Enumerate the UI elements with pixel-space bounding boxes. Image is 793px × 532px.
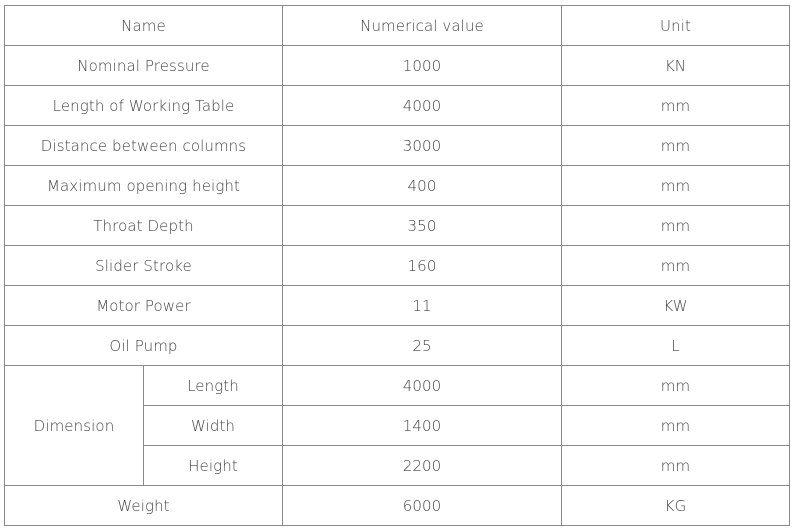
row-name: Maximum opening height (5, 166, 283, 206)
dimension-item-unit: mm (562, 366, 790, 406)
row-unit: KW (562, 286, 790, 326)
dimension-item-unit: mm (562, 406, 790, 446)
row-name: Throat Depth (5, 206, 283, 246)
row-unit: KN (562, 46, 790, 86)
table-row (5, 46, 790, 86)
table-row (5, 326, 790, 366)
specification-table (4, 5, 790, 526)
row-unit: mm (562, 126, 790, 166)
dimension-item-name: Width (144, 406, 283, 446)
table-row (5, 86, 790, 126)
dimension-group-label: Dimension (5, 366, 144, 486)
row-name: Nominal Pressure (5, 46, 283, 86)
row-name: Motor Power (5, 286, 283, 326)
row-value: 400 (283, 166, 562, 206)
dimension-item-value: 2200 (283, 446, 562, 486)
row-value: 160 (283, 246, 562, 286)
dimension-item-name: Length (144, 366, 283, 406)
row-unit: mm (562, 86, 790, 126)
row-value: 11 (283, 286, 562, 326)
table-row-weight (5, 486, 790, 526)
row-value: 350 (283, 206, 562, 246)
table-row (5, 246, 790, 286)
row-unit: L (562, 326, 790, 366)
row-value: 6000 (283, 486, 562, 526)
row-name: Oil Pump (5, 326, 283, 366)
row-name: Slider Stroke (5, 246, 283, 286)
table-row (5, 206, 790, 246)
row-name: Distance between columns (5, 126, 283, 166)
table-row (5, 286, 790, 326)
dimension-item-value: 1400 (283, 406, 562, 446)
row-unit: KG (562, 486, 790, 526)
row-name: Length of Working Table (5, 86, 283, 126)
row-value: 25 (283, 326, 562, 366)
row-value: 4000 (283, 86, 562, 126)
row-unit: mm (562, 206, 790, 246)
row-unit: mm (562, 246, 790, 286)
dimension-item-name: Height (144, 446, 283, 486)
dimension-item-unit: mm (562, 446, 790, 486)
row-unit: mm (562, 166, 790, 206)
row-value: 3000 (283, 126, 562, 166)
row-name: Weight (5, 486, 283, 526)
header-value: Numerical value (283, 6, 562, 46)
table-header-row (5, 6, 790, 46)
table-row-dimension (5, 366, 790, 406)
table-row (5, 166, 790, 206)
table-row (5, 126, 790, 166)
dimension-item-value: 4000 (283, 366, 562, 406)
header-name: Name (5, 6, 283, 46)
header-unit: Unit (562, 6, 790, 46)
row-value: 1000 (283, 46, 562, 86)
